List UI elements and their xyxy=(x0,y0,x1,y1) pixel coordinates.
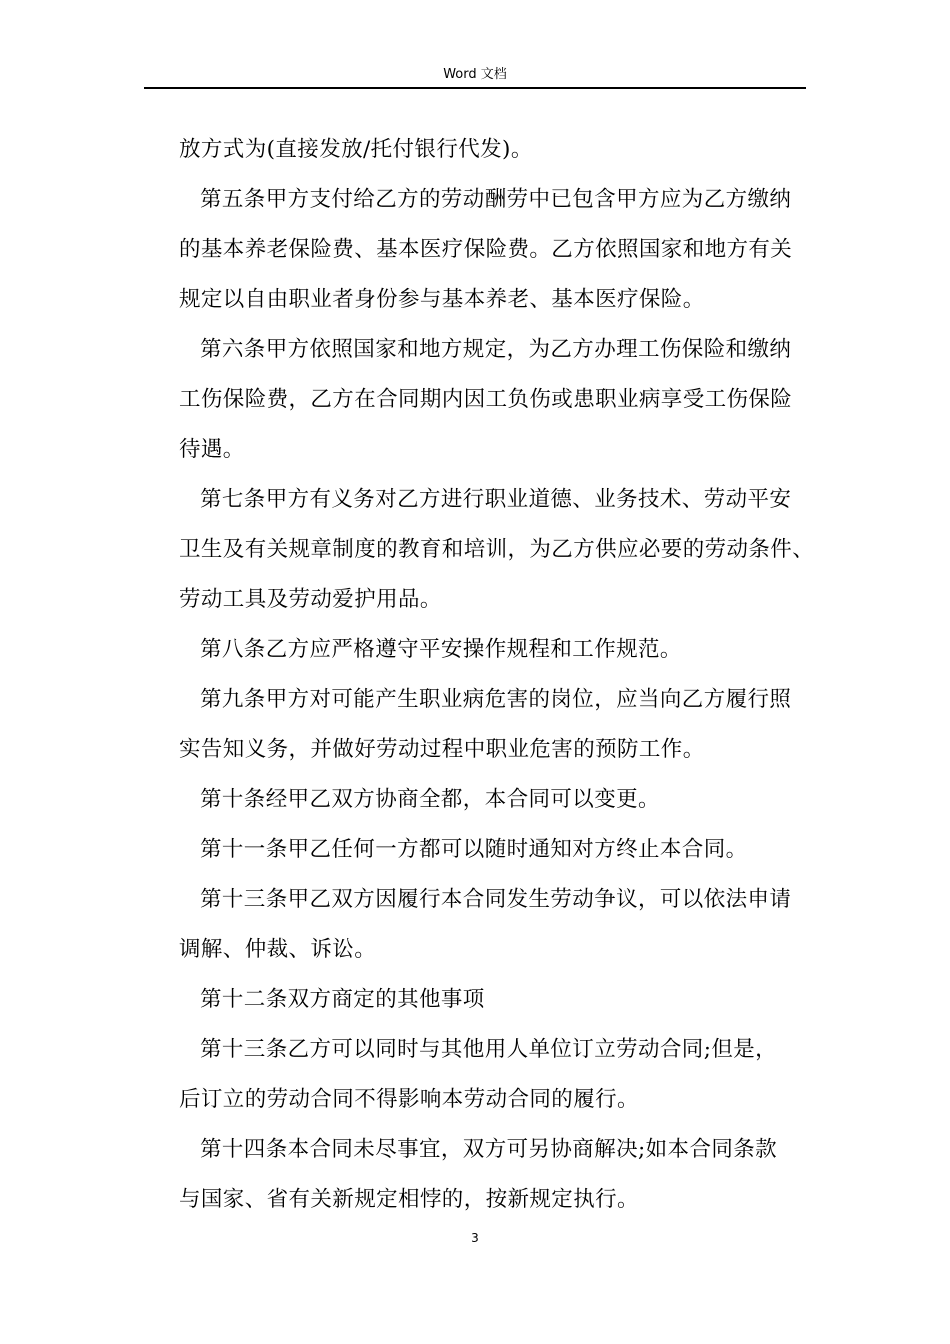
text-line: 第十四条本合同未尽事宜，双方可另协商解决;如本合同条款 xyxy=(200,1137,778,1162)
text-line: 第十三条乙方可以同时与其他用人单位订立劳动合同;但是， xyxy=(200,1037,778,1062)
page-header-title: Word 文档 xyxy=(443,67,507,82)
document-body xyxy=(179,125,829,1225)
text-line: 规定以自由职业者身份参与基本养老、基本医疗保险。 xyxy=(179,287,705,312)
text-line: 与国家、省有关新规定相悖的，按新规定执行。 xyxy=(179,1187,639,1212)
text-line: 第十三条甲乙双方因履行本合同发生劳动争议，可以依法申请 xyxy=(200,887,792,912)
text-line: 第九条甲方对可能产生职业病危害的岗位，应当向乙方履行照 xyxy=(200,687,792,712)
text-line: 放方式为(直接发放/托付银行代发)。 xyxy=(179,137,533,162)
text-line: 第八条乙方应严格遵守平安操作规程和工作规范。 xyxy=(200,637,682,662)
text-line: 后订立的劳动合同不得影响本劳动合同的履行。 xyxy=(179,1087,639,1112)
text-line: 第五条甲方支付给乙方的劳动酬劳中已包含甲方应为乙方缴纳 xyxy=(200,187,792,212)
text-line: 卫生及有关规章制度的教育和培训，为乙方供应必要的劳动条件、 xyxy=(179,537,815,562)
text-line: 调解、仲裁、诉讼。 xyxy=(179,937,377,962)
text-line: 劳动工具及劳动爱护用品。 xyxy=(179,587,442,612)
text-line: 第十一条甲乙任何一方都可以随时通知对方终止本合同。 xyxy=(200,837,748,862)
text-line: 的基本养老保险费、基本医疗保险费。乙方依照国家和地方有关 xyxy=(179,237,793,262)
text-line: 第十条经甲乙双方协商全都，本合同可以变更。 xyxy=(200,787,660,812)
page-number: 3 xyxy=(471,1231,479,1245)
text-line: 工伤保险费，乙方在合同期内因工负伤或患职业病享受工伤保险 xyxy=(179,387,793,412)
text-line: 第十二条双方商定的其他事项 xyxy=(200,987,485,1012)
text-line: 第六条甲方依照国家和地方规定，为乙方办理工伤保险和缴纳 xyxy=(200,337,792,362)
header-divider xyxy=(144,87,806,89)
text-line: 实告知义务，并做好劳动过程中职业危害的预防工作。 xyxy=(179,737,705,762)
text-line: 待遇。 xyxy=(179,437,245,462)
text-line: 第七条甲方有义务对乙方进行职业道德、业务技术、劳动平安 xyxy=(200,487,792,512)
